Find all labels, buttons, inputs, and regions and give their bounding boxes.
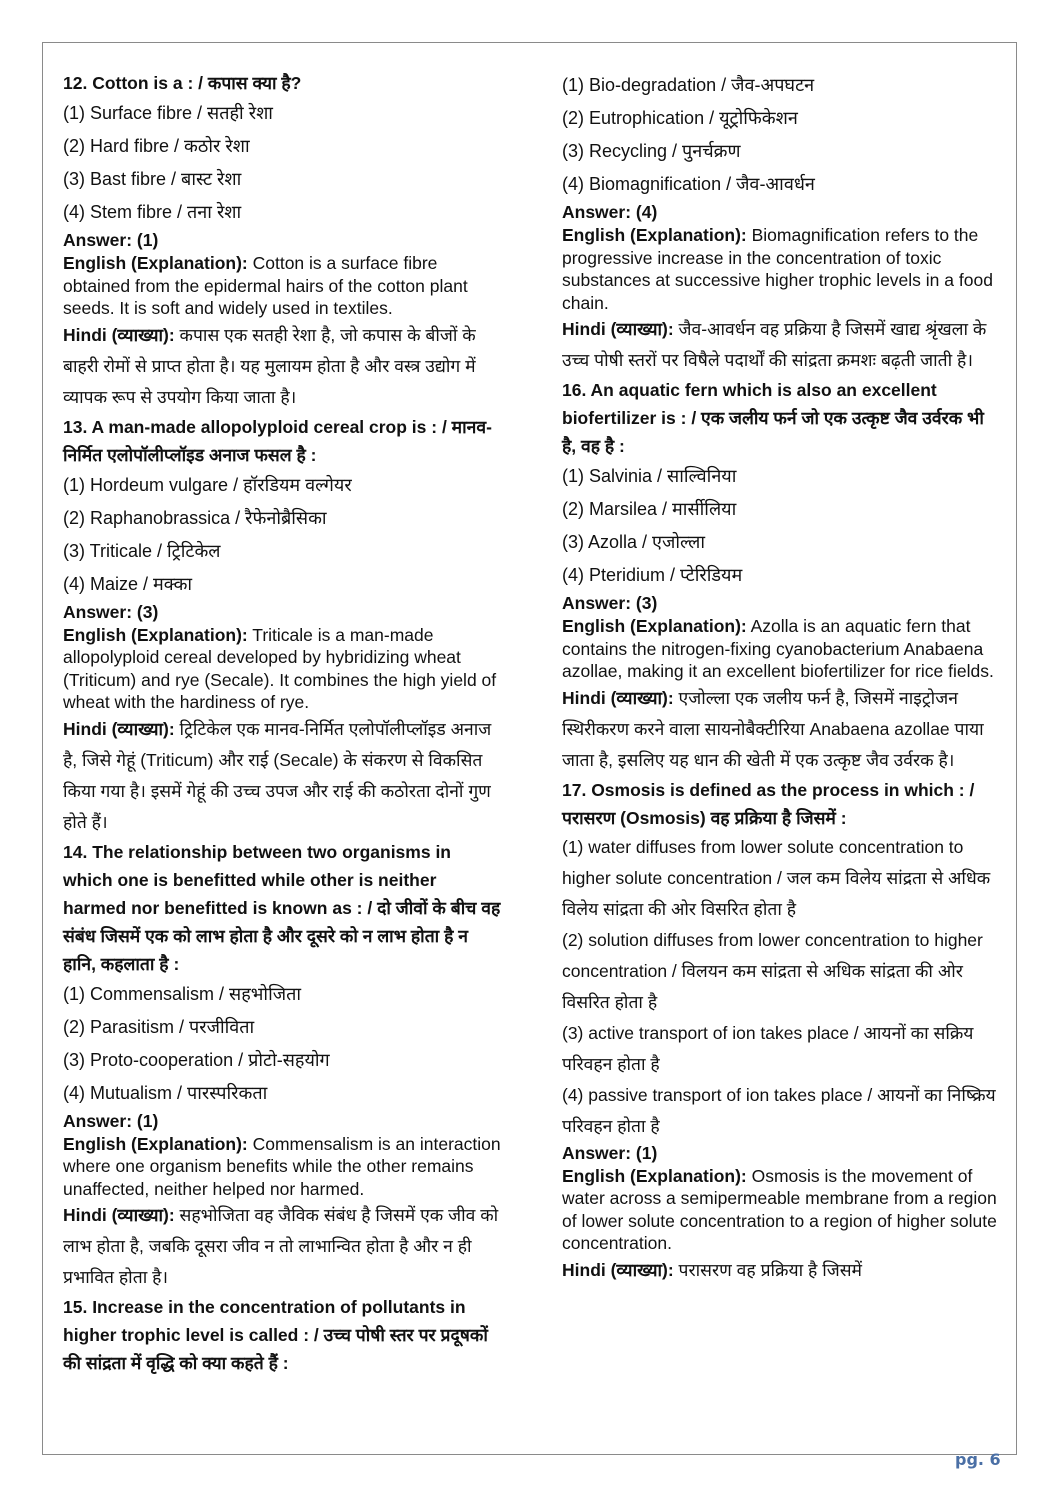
left-column	[63, 69, 503, 1377]
english-explanation	[562, 1165, 1000, 1255]
option-4: (4) Biomagnification / जैव-आवर्धन	[562, 174, 815, 194]
hindi-explanation	[63, 1200, 503, 1293]
hindi-label: Hindi (व्याख्या):	[562, 1259, 674, 1280]
option-2: (2) Marsilea / मार्सीलिया	[562, 499, 737, 519]
question-text: 12. Cotton is a : / कपास क्या है?	[63, 73, 302, 93]
english-text: Azolla is an aquatic fern that contains the nitrogen-fixing cyanobacterium Anabaena azollae, making it an excellent biofertilizer for rice fields.	[562, 616, 994, 681]
question-17	[562, 776, 1000, 1286]
question-text: 14. The relationship between two organisms in which one is benefitted while other is neither harmed nor benefitted is known as : / दो जीवों के बीच वह संबंध जिसमें एक को लाभ होता है और दूसरे को न लाभ होता है न हानि, कहलाता है :	[63, 841, 501, 974]
english-text: Cotton is a surface fibre obtained from the epidermal hairs of the cotton plant seeds. It is soft and widely used in textiles.	[63, 253, 468, 318]
question-16	[562, 376, 1000, 776]
question-13	[63, 413, 503, 838]
english-text: Commensalism is an interaction where one organism benefits while the other remains unaffected, neither helped nor harmed.	[63, 1133, 501, 1199]
option-3: (3) Bast fibre / बास्ट रेशा	[63, 169, 242, 189]
option-3: (3) active transport of ion takes place / आयनों का सक्रिय परिवहन होता है	[562, 1022, 974, 1074]
option-2: (2) Parasitism / परजीविता	[63, 1016, 255, 1037]
answer: Answer: (3)	[562, 593, 658, 613]
question-14	[63, 838, 503, 1294]
hindi-text: सहभोजिता वह जैविक संबंध है जिसमें एक जीव को लाभ होता है, जबकि दूसरा जीव न तो लाभान्वित होता है और न ही प्रभावित होता है।	[63, 1205, 499, 1287]
question-text: 16. An aquatic fern which is also an excellent biofertilizer is : / एक जलीय फर्न जो एक उत्कृष्ट जैव उर्वरक भी है, वह है :	[562, 380, 984, 456]
page-number: pg. 6	[955, 1450, 1001, 1469]
hindi-explanation	[63, 714, 503, 838]
english-label: English (Explanation):	[562, 1165, 747, 1186]
option-4: (4) Maize / मक्का	[63, 573, 193, 594]
answer: Answer: (1)	[562, 1142, 658, 1163]
hindi-label: Hindi (व्याख्या):	[63, 1205, 175, 1225]
question-text: 15. Increase in the concentration of pollutants in higher trophic level is called : / उच्च पोषी स्तर पर प्रदूषकों की सांद्रता में वृद्धि को क्या कहते हैं :	[63, 1297, 488, 1373]
hindi-text: जैव-आवर्धन वह प्रक्रिया है जिसमें खाद्य श्रृंखला के उच्च पोषी स्तरों पर विषैले पदार्थों की सांद्रता क्रमशः बढ़ती जाती है।	[562, 319, 987, 370]
question-12	[63, 69, 503, 413]
option-2: (2) solution diffuses from lower concentration to higher concentration / विलयन कम सांद्रता से अधिक सांद्रता की ओर विसरित होता है	[562, 929, 983, 1012]
hindi-text: परासरण वह प्रक्रिया है जिसमें	[673, 1259, 863, 1280]
english-label: English (Explanation):	[63, 624, 248, 645]
english-text: Osmosis is the movement of water across a semipermeable membrane from a region of lower solute concentration to a region of higher solute concentration.	[562, 1165, 997, 1253]
hindi-text: कपास एक सतही रेशा है, जो कपास के बीजों के बाहरी रोमों से प्राप्त होता है। यह मुलायम होता है और वस्त्र उद्योग में व्यापक रूप से उपयोग किया जाता है।	[63, 324, 476, 407]
option-3: (3) Recycling / पुनर्चक्रण	[562, 141, 741, 161]
option-1: (1) Bio-degradation / जैव-अपघटन	[562, 75, 815, 95]
english-explanation	[63, 624, 503, 714]
hindi-explanation	[562, 314, 1000, 376]
answer: Answer: (1)	[63, 1110, 159, 1131]
hindi-explanation	[562, 683, 1000, 776]
question-text: 17. Osmosis is defined as the process in which : / परासरण (Osmosis) वह प्रक्रिया है जिसमें :	[562, 779, 975, 828]
question-text: 13. A man-made allopolyploid cereal crop is : / मानव-निर्मित एलोपॉलीप्लॉइड अनाज फसल है :	[63, 416, 492, 465]
page-frame	[42, 42, 1017, 1455]
option-2: (2) Hard fibre / कठोर रेशा	[63, 136, 250, 156]
question-15	[63, 1293, 503, 1377]
option-1: (1) Hordeum vulgare / हॉरडियम वल्गेयर	[63, 474, 352, 495]
answer: Answer: (3)	[63, 601, 159, 622]
english-label: English (Explanation):	[63, 253, 248, 273]
hindi-explanation	[63, 320, 503, 413]
option-4: (4) Mutualism / पारस्परिकता	[63, 1082, 268, 1103]
hindi-label: Hindi (व्याख्या):	[562, 687, 674, 708]
option-2: (2) Eutrophication / यूट्रोफिकेशन	[562, 108, 798, 128]
hindi-text: एजोल्ला एक जलीय फर्न है, जिसमें नाइट्रोजन स्थिरीकरण करने वाला सायनोबैक्टीरिया Anabaena azollae पाया जाता है, इसलिए यह धान की खेती में एक उत्कृष्ट जैव उर्वरक है।	[562, 687, 984, 770]
english-explanation	[562, 615, 1000, 683]
hindi-explanation	[562, 1255, 1000, 1286]
option-4: (4) Pteridium / प्टेरिडियम	[562, 565, 743, 585]
right-column	[562, 69, 1000, 1286]
option-1: (1) Surface fibre / सतही रेशा	[63, 103, 273, 123]
option-4: (4) Stem fibre / तना रेशा	[63, 202, 242, 222]
option-4: (4) passive transport of ion takes place / आयनों का निष्क्रिय परिवहन होता है	[562, 1084, 996, 1136]
english-explanation	[63, 252, 503, 320]
english-text: Biomagnification refers to the progressive increase in the concentration of toxic substances at successive higher trophic levels in a food chain.	[562, 225, 993, 313]
hindi-label: Hindi (व्याख्या):	[63, 718, 175, 739]
question-15-continued	[562, 69, 1000, 376]
option-1: (1) water diffuses from lower solute concentration to higher solute concentration / जल कम विलेय सांद्रता से अधिक विलेय सांद्रता की ओर विसरित होता है	[562, 836, 991, 919]
hindi-label: Hindi (व्याख्या):	[63, 324, 175, 345]
option-3: (3) Triticale / ट्रिटिकेल	[63, 540, 221, 561]
english-label: English (Explanation):	[562, 225, 747, 245]
english-label: English (Explanation):	[63, 1133, 248, 1154]
english-explanation	[63, 1133, 503, 1201]
answer: Answer: (4)	[562, 202, 658, 222]
english-label: English (Explanation):	[562, 616, 747, 636]
english-text: Triticale is a man-made allopolyploid cereal developed by hybridizing wheat (Triticum) and rye (Secale). It combines the high yield of wheat with the hardiness of rye.	[63, 624, 497, 712]
hindi-label: Hindi (व्याख्या):	[562, 319, 674, 339]
english-explanation	[562, 224, 1000, 314]
option-3: (3) Proto-cooperation / प्रोटो-सहयोग	[63, 1049, 330, 1070]
option-1: (1) Commensalism / सहभोजिता	[63, 983, 302, 1004]
option-3: (3) Azolla / एजोल्ला	[562, 532, 705, 552]
hindi-text: ट्रिटिकेल एक मानव-निर्मित एलोपॉलीप्लॉइड अनाज है, जिसे गेहूं (Triticum) और राई (Secale) के संकरण से विकसित किया गया है। इसमें गेहूं की उच्च उपज और राई की कठोरता दोनों गुण होते हैं।	[63, 718, 492, 832]
option-2: (2) Raphanobrassica / रैफेनोब्रैसिका	[63, 507, 327, 528]
answer: Answer: (1)	[63, 230, 159, 250]
option-1: (1) Salvinia / साल्विनिया	[562, 466, 737, 486]
